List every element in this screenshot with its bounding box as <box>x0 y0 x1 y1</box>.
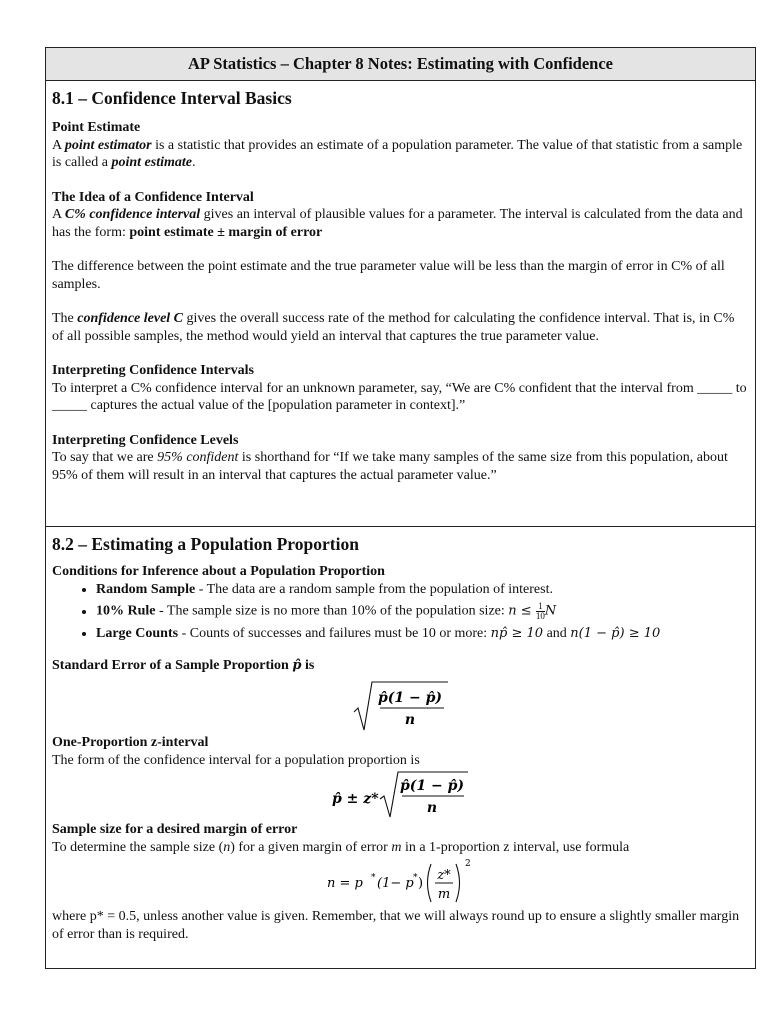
paragraph: The difference between the point estimate and the true parameter value will be less than the margin of error in C% of all samples. <box>52 259 725 292</box>
notes-page <box>45 47 756 969</box>
subheading: Interpreting Confidence Levels <box>52 432 239 448</box>
paragraph <box>52 839 747 857</box>
subheading: Sample size for a desired margin of error <box>52 822 298 837</box>
condition-label: 10% Rule <box>96 603 156 619</box>
sample-size-block <box>52 821 747 943</box>
sqrt-formula <box>350 678 450 732</box>
text: . <box>191 155 196 170</box>
text: is <box>301 657 315 673</box>
subheading: Interpreting Confidence Intervals <box>52 363 254 378</box>
formula-numerator: p̂(1 − p̂) <box>377 690 442 706</box>
subheading: One-Proportion z-interval <box>52 735 209 750</box>
math-failure: n(1 − p̂) ≥ 10 <box>570 626 661 641</box>
section-heading: 8.2 – Estimating a Population Proportion <box>52 534 359 554</box>
text: To say that we are <box>52 450 158 465</box>
formula-exponent: 2 <box>464 859 471 869</box>
var-n: n <box>223 839 231 855</box>
paragraph <box>52 206 747 241</box>
math-success: np̂ ≥ 10 <box>490 626 544 641</box>
formula-denominator: n <box>426 800 437 816</box>
formula-mid: (1− p <box>376 876 414 891</box>
interpreting-intervals-block <box>52 362 747 415</box>
term-point-estimate: point estimate <box>111 155 192 170</box>
text: is a statistic that provides an estimate of a population parameter. The value of that statistic from a sample is called a <box>52 137 743 170</box>
conditions-list <box>52 581 747 643</box>
p-hat: p̂ <box>292 657 302 673</box>
interval-formula-svg <box>330 769 470 819</box>
list-item <box>96 602 747 621</box>
paragraph <box>52 137 747 172</box>
formula-frac-num: z* <box>436 868 451 883</box>
page-title: AP Statistics – Chapter 8 Notes: Estimating with Confidence <box>46 48 755 81</box>
text: Standard Error of a Sample Proportion <box>52 657 293 673</box>
paragraph: where p* = 0.5, unless another value is given. Remember, that we will always round up to ensure a slightly smaller margin of error than is required. <box>52 909 740 942</box>
paragraph: To interpret a C% confidence interval for an unknown parameter, say, “We are C% confident that the interval from _____ to _____ captures the actual value of the [population parameter in context].” <box>52 380 747 413</box>
var-m: m <box>391 839 402 855</box>
condition-text: - The sample size is no more than 10% of the population size: <box>155 603 509 619</box>
formula-close: ) <box>417 876 423 891</box>
formula-left: n = p <box>326 876 363 891</box>
term-95-confident: 95% confident <box>157 450 239 465</box>
subheading: The Idea of a Confidence Interval <box>52 189 254 205</box>
list-item <box>96 625 747 643</box>
section-heading: 8.1 – Confidence Interval Basics <box>52 88 292 108</box>
text: gives the overall success rate of the method for calculating the confidence interval. That is, in C% of all possible samples, the method would yield an interval that captures the true parameter value. <box>52 311 735 344</box>
math-N: N <box>544 603 557 619</box>
text: To determine the sample size ( <box>52 839 224 855</box>
text: in a 1-proportion z interval, use formula <box>401 839 630 855</box>
idea-block <box>52 189 747 242</box>
text: The <box>52 311 78 326</box>
sample-size-formula <box>52 856 747 908</box>
list-item <box>96 581 747 599</box>
math-n: n ≤ <box>508 603 536 619</box>
fraction-denominator: 10 <box>535 611 545 621</box>
term-confidence-interval: C% confidence interval <box>64 207 201 222</box>
difference-block <box>52 258 747 293</box>
paragraph <box>52 310 747 345</box>
term-confidence-level: confidence level C <box>77 311 184 326</box>
interval-form: point estimate ± margin of error <box>129 224 323 240</box>
condition-label: Random Sample <box>96 581 196 597</box>
term-point-estimator: point estimator <box>64 137 152 153</box>
condition-text: - The data are a random sample from the population of interest. <box>195 581 553 597</box>
interpreting-levels-block <box>52 432 747 485</box>
conditions-block <box>52 563 747 643</box>
formula-numerator: p̂(1 − p̂) <box>399 778 464 794</box>
condition-label: Large Counts <box>96 626 179 641</box>
formula-frac-den: m <box>437 887 450 902</box>
condition-text: - Counts of successes and failures must be 10 or more: <box>178 626 491 641</box>
formula-prefix: p̂ ± z* <box>331 791 379 807</box>
sample-size-formula-svg <box>325 856 475 906</box>
paragraph <box>52 449 747 484</box>
left-paren <box>427 864 431 902</box>
interval-formula <box>52 769 747 821</box>
fraction-numerator: 1 <box>536 602 545 612</box>
subheading <box>52 657 747 675</box>
text: A <box>52 137 65 153</box>
point-estimate-block <box>52 119 747 172</box>
formula-star: * <box>412 873 417 883</box>
formula-star: * <box>370 873 375 883</box>
text: A <box>52 207 65 222</box>
formula-denominator: n <box>404 712 415 728</box>
confidence-level-block <box>52 310 747 345</box>
fraction <box>536 602 545 621</box>
subheading: Point Estimate <box>52 120 141 135</box>
text: and <box>543 626 571 641</box>
text: gives an interval of plausible values for a parameter. The interval is calculated from the data and has the form: <box>52 207 743 240</box>
one-prop-block <box>52 734 747 821</box>
right-paren <box>456 864 460 902</box>
paragraph: The form of the confidence interval for a population proportion is <box>52 752 420 768</box>
text: ) for a given margin of error <box>230 839 392 855</box>
section-confidence-interval-basics <box>46 81 755 527</box>
text: is shorthand for “If we take many samples of the same size from this population, about 95% of them will result in an interval that captures the actual parameter value.” <box>52 450 728 483</box>
se-formula <box>52 678 747 734</box>
subheading: Conditions for Inference about a Population Proportion <box>52 564 385 579</box>
section-estimating-proportion <box>46 527 755 943</box>
standard-error-block <box>52 657 747 735</box>
